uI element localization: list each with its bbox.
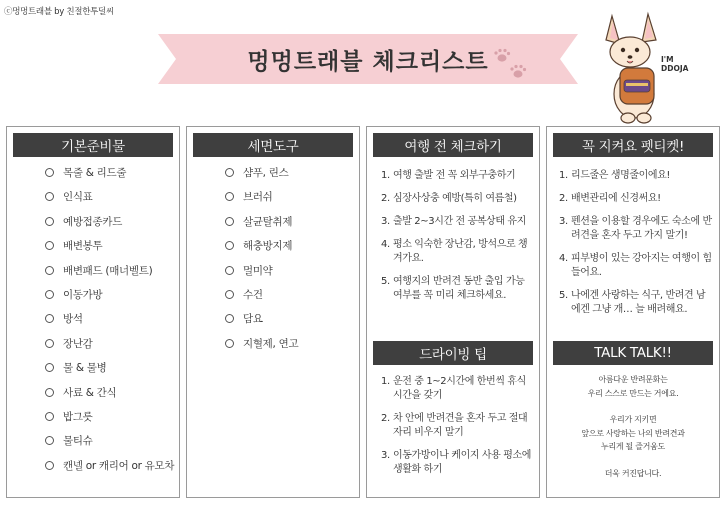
etiquette-header: 꼭 지켜요 펫티켓! <box>553 133 713 157</box>
list-item-label: 밥그릇 <box>63 410 93 423</box>
list-item <box>225 336 298 360</box>
list-item-label: 방석 <box>63 313 83 326</box>
toiletries-panel <box>186 126 360 498</box>
list-item <box>45 238 174 262</box>
circle-bullet-icon <box>225 168 234 177</box>
talk-line: 앞으로 사랑하는 나의 반려견과 <box>581 428 685 438</box>
circle-bullet-icon <box>225 192 234 201</box>
list-item <box>45 287 174 311</box>
circle-bullet-icon <box>45 339 54 348</box>
list-item-label: 출발 2~3시간 전 공복상태 유지 <box>393 216 526 227</box>
circle-bullet-icon <box>45 461 54 470</box>
item-number: 5. <box>559 290 568 301</box>
circle-bullet-icon <box>45 266 54 275</box>
list-item <box>45 458 174 482</box>
list-item-label: 배변봉투 <box>63 240 103 253</box>
list-item <box>45 263 174 287</box>
list-item-label: 차 안에 반려견을 혼자 두고 절대 자리 비우지 말기 <box>393 413 528 438</box>
toiletries-header: 세면도구 <box>193 133 353 157</box>
list-item <box>45 433 174 457</box>
basics-list <box>45 165 174 482</box>
talk-line: 우리가 지키면 <box>609 415 657 424</box>
list-item <box>381 375 533 403</box>
list-item <box>45 189 174 213</box>
circle-bullet-icon <box>45 314 54 323</box>
list-item-label: 나에겐 사랑하는 식구, 반려견 남에겐 그냥 개… 늘 배려해요. <box>571 290 706 315</box>
list-item <box>559 192 713 206</box>
list-item <box>381 275 533 303</box>
item-number: 1. <box>381 376 390 387</box>
list-item-label: 리드줄은 생명줄이에요! <box>571 170 670 181</box>
item-number: 2. <box>381 413 390 424</box>
list-item-label: 인식표 <box>63 191 93 204</box>
list-item <box>225 263 298 287</box>
list-item <box>559 169 713 183</box>
circle-bullet-icon <box>225 266 234 275</box>
list-item-label: 장난감 <box>63 337 93 350</box>
toiletries-list <box>225 165 298 360</box>
list-item <box>381 215 533 229</box>
item-number: 1. <box>381 170 390 181</box>
talk-message <box>553 373 713 493</box>
circle-bullet-icon <box>225 314 234 323</box>
list-item-label: 물티슈 <box>63 435 93 448</box>
list-item <box>45 214 174 238</box>
circle-bullet-icon <box>45 363 54 372</box>
talk-line: 우리 스스로 만드는 거에요. <box>587 388 679 398</box>
list-item-label: 지혈제, 연고 <box>243 337 299 350</box>
driving-header: 드라이빙 팁 <box>373 341 533 365</box>
talk-paragraph <box>553 373 713 400</box>
list-item <box>225 238 298 262</box>
list-item <box>381 449 533 477</box>
basics-panel <box>6 126 180 498</box>
item-number: 2. <box>559 193 568 204</box>
circle-bullet-icon <box>225 217 234 226</box>
paw-prints-icon <box>490 48 530 82</box>
list-item <box>381 192 533 206</box>
list-item-label: 배변관리에 신경써요! <box>571 193 661 204</box>
list-item <box>225 165 298 189</box>
pretrip-panel <box>366 126 540 498</box>
list-item-label: 사료 & 간식 <box>63 386 117 399</box>
list-item <box>45 385 174 409</box>
list-item-label: 배변패드 (매너벨트) <box>63 264 153 277</box>
list-item <box>559 289 713 317</box>
dog-tag-line-1: I'M <box>661 55 674 64</box>
etiquette-panel <box>546 126 720 498</box>
page-title: 멍멍트래블 체크리스트 <box>247 48 489 75</box>
list-item-label: 피부병이 있는 강아지는 여행이 힘들어요. <box>571 253 712 278</box>
basics-header: 기본준비물 <box>13 133 173 157</box>
list-item <box>559 215 713 243</box>
list-item-label: 심장사상충 예방(특히 여름철) <box>393 193 517 204</box>
circle-bullet-icon <box>45 436 54 445</box>
circle-bullet-icon <box>45 388 54 397</box>
list-item-label: 이동가방 <box>63 288 103 301</box>
etiquette-list <box>559 169 713 326</box>
talk-paragraph <box>553 467 713 481</box>
list-item-label: 이동가방이나 케이지 사용 평소에 생활화 하기 <box>393 450 531 475</box>
circle-bullet-icon <box>45 290 54 299</box>
item-number: 3. <box>381 450 390 461</box>
list-item <box>45 336 174 360</box>
pretrip-header: 여행 전 체크하기 <box>373 133 533 157</box>
talk-line: 더욱 커진답니다. <box>604 468 662 478</box>
list-item-label: 운전 중 1~2시간에 한번씩 휴식 시간을 갖기 <box>393 376 526 401</box>
item-number: 4. <box>381 239 390 250</box>
item-number: 5. <box>381 276 390 287</box>
list-item-label: 해충방지제 <box>243 240 293 253</box>
talk-paragraph <box>553 413 713 454</box>
list-item-label: 샴푸, 린스 <box>243 167 289 179</box>
list-item <box>45 165 174 189</box>
item-number: 2. <box>381 193 390 204</box>
circle-bullet-icon <box>225 290 234 299</box>
circle-bullet-icon <box>45 217 54 226</box>
item-number: 3. <box>381 216 390 227</box>
dog-name-tag <box>661 55 688 73</box>
list-item-label: 살균탈취제 <box>243 215 293 228</box>
list-item <box>45 360 174 384</box>
driving-list <box>381 375 533 486</box>
list-item-label: 여행지의 반려견 동반 출입 가능 여부를 꼭 미리 체크하세요. <box>393 276 525 301</box>
dog-tag-line-2: DDOJA <box>661 64 689 73</box>
list-item <box>381 169 533 183</box>
list-item <box>225 214 298 238</box>
credit-text: ⓒ멍멍트래블 by 친절한투덜씨 <box>4 7 114 17</box>
list-item-label: 물 & 물병 <box>63 362 107 375</box>
circle-bullet-icon <box>45 168 54 177</box>
list-item-label: 예방접종카드 <box>63 215 123 228</box>
list-item <box>381 238 533 266</box>
list-item-label: 펜션을 이용할 경우에도 숙소에 반려견을 혼자 두고 가지 말기! <box>571 216 712 241</box>
list-item <box>381 412 533 440</box>
list-item-label: 캔넬 or 캐리어 or 유모차 <box>63 459 175 472</box>
pretrip-list <box>381 169 533 312</box>
list-item <box>45 311 174 335</box>
list-item-label: 담요 <box>243 313 263 326</box>
list-item <box>559 252 713 280</box>
talk-header: TALK TALK!! <box>553 341 713 365</box>
list-item-label: 수건 <box>243 288 263 301</box>
list-item <box>45 409 174 433</box>
list-item-label: 평소 익숙한 장난감, 방석으로 챙겨가요. <box>393 239 528 264</box>
list-item-label: 멀미약 <box>243 264 273 277</box>
circle-bullet-icon <box>225 241 234 250</box>
list-item <box>225 287 298 311</box>
list-item-label: 여행 출발 전 꼭 외부구충하기 <box>393 170 516 181</box>
talk-line: 아름다운 반려문화는 <box>598 375 668 384</box>
item-number: 1. <box>559 170 568 181</box>
talk-line: 누리게 될 즐거움도 <box>601 442 665 451</box>
item-number: 4. <box>559 253 568 264</box>
list-item-label: 목줄 & 리드줄 <box>63 167 127 179</box>
item-number: 3. <box>559 216 568 227</box>
list-item-label: 브러쉬 <box>243 191 273 204</box>
list-item <box>225 311 298 335</box>
circle-bullet-icon <box>225 339 234 348</box>
circle-bullet-icon <box>45 241 54 250</box>
circle-bullet-icon <box>45 192 54 201</box>
list-item <box>225 189 298 213</box>
circle-bullet-icon <box>45 412 54 421</box>
